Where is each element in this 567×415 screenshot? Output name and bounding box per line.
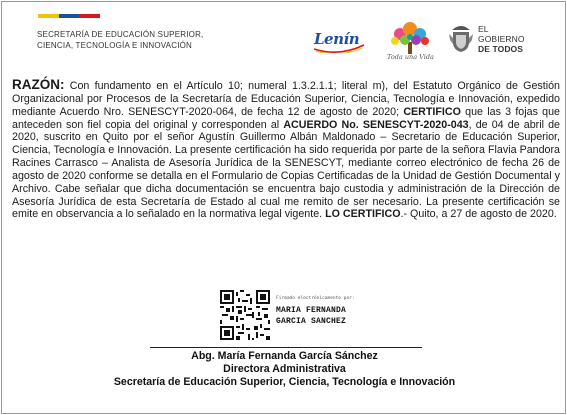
signer-title: Directora Administrativa: [223, 363, 346, 375]
digital-signer-name-line2: GARCIA SANCHEZ: [276, 317, 347, 326]
signer-institution: Secretaría de Educación Superior, Ciencia, Tecnología e Innovación: [113, 376, 456, 388]
paragraph-text-4: .- Quito, a 27 de agosto de 2020.: [400, 208, 557, 221]
lo-certifico-bold: LO CERTIFICO: [325, 208, 401, 221]
institution-name-line1: SECRETARÍA DE EDUCACIÓN SUPERIOR,: [37, 30, 204, 39]
signature-line: [150, 347, 422, 348]
digital-signature-note: Firmado electrónicamente por:: [276, 296, 355, 301]
ecuador-coat-of-arms-icon: [448, 24, 474, 54]
paragraph-text-3: , de 04 de abril de 2020, suscrito en Quito por el señor Agustín Guillermo Albán Maldonado – Secretario de Educación Superior, Ciencia, Tecnología e Innovación. La presente certificación ha sido requerida por parte de la señora Flavia Pandora Racines Carrasco – Analista de Asesoría Jurídica de la SENESCYT, mediante correo electrónico de fecha 26 de agosto de 2020 conforme se detalla en el Formulario de Copias Certificadas de la Unidad de Gestión Documental y Archivo. Cabe señalar que dicha documentación se encuentra bajo custodia y administración de la Dirección de Asesoría Jurídica de esta Secretaría de Estado al cual me remito de ser necesario. La presente certificación se emite en observancia a lo señalado en la normativa legal vigente.: [12, 118, 560, 221]
gov-logo-line2: GOBIERNO: [478, 34, 525, 44]
certifico-bold: CERTIFICO: [403, 105, 461, 118]
gov-logo-line3: DE TODOS: [478, 44, 524, 54]
flag-blue: [59, 14, 80, 18]
institution-name-line2: CIENCIA, TECNOLOGÍA E INNOVACIÓN: [37, 41, 193, 50]
gov-logo-line1: EL: [478, 24, 489, 34]
qr-code-icon: [220, 290, 270, 340]
flag-yellow: [38, 14, 59, 18]
digital-signer-name-line1: MARIA FERNANDA: [276, 306, 347, 315]
certification-paragraph: [12, 79, 560, 221]
document-header: [2, 2, 567, 68]
toda-una-vida-text: Toda una Vida: [387, 53, 434, 61]
paragraph-text-1: Con fundamento en el Artículo 10; numeral 1.3.2.1.1; literal m), del Estatuto Orgánico de Gestión Organizacional por Procesos de la Secretaría de Educación Superior, Ciencia, Tecnología e Innovación, expedido mediante Acuerdo Nro. SENESCYT-2020-064, de fecha 12 de agosto de 2020;: [12, 80, 560, 118]
paragraph-text-2: que las 3 fojas que anteceden son fiel copia del original y corresponden al: [12, 105, 560, 131]
document-frame: [1, 1, 566, 414]
flag-color-bar: [38, 14, 100, 18]
razon-label: RAZÓN:: [12, 77, 65, 92]
signer-name: Abg. María Fernanda García Sánchez: [191, 350, 378, 362]
flag-red: [79, 14, 100, 18]
lenin-logo-text: Lenín: [314, 30, 360, 48]
acuerdo-number-bold: ACUERDO No. SENESCYT-2020-043: [283, 118, 469, 131]
